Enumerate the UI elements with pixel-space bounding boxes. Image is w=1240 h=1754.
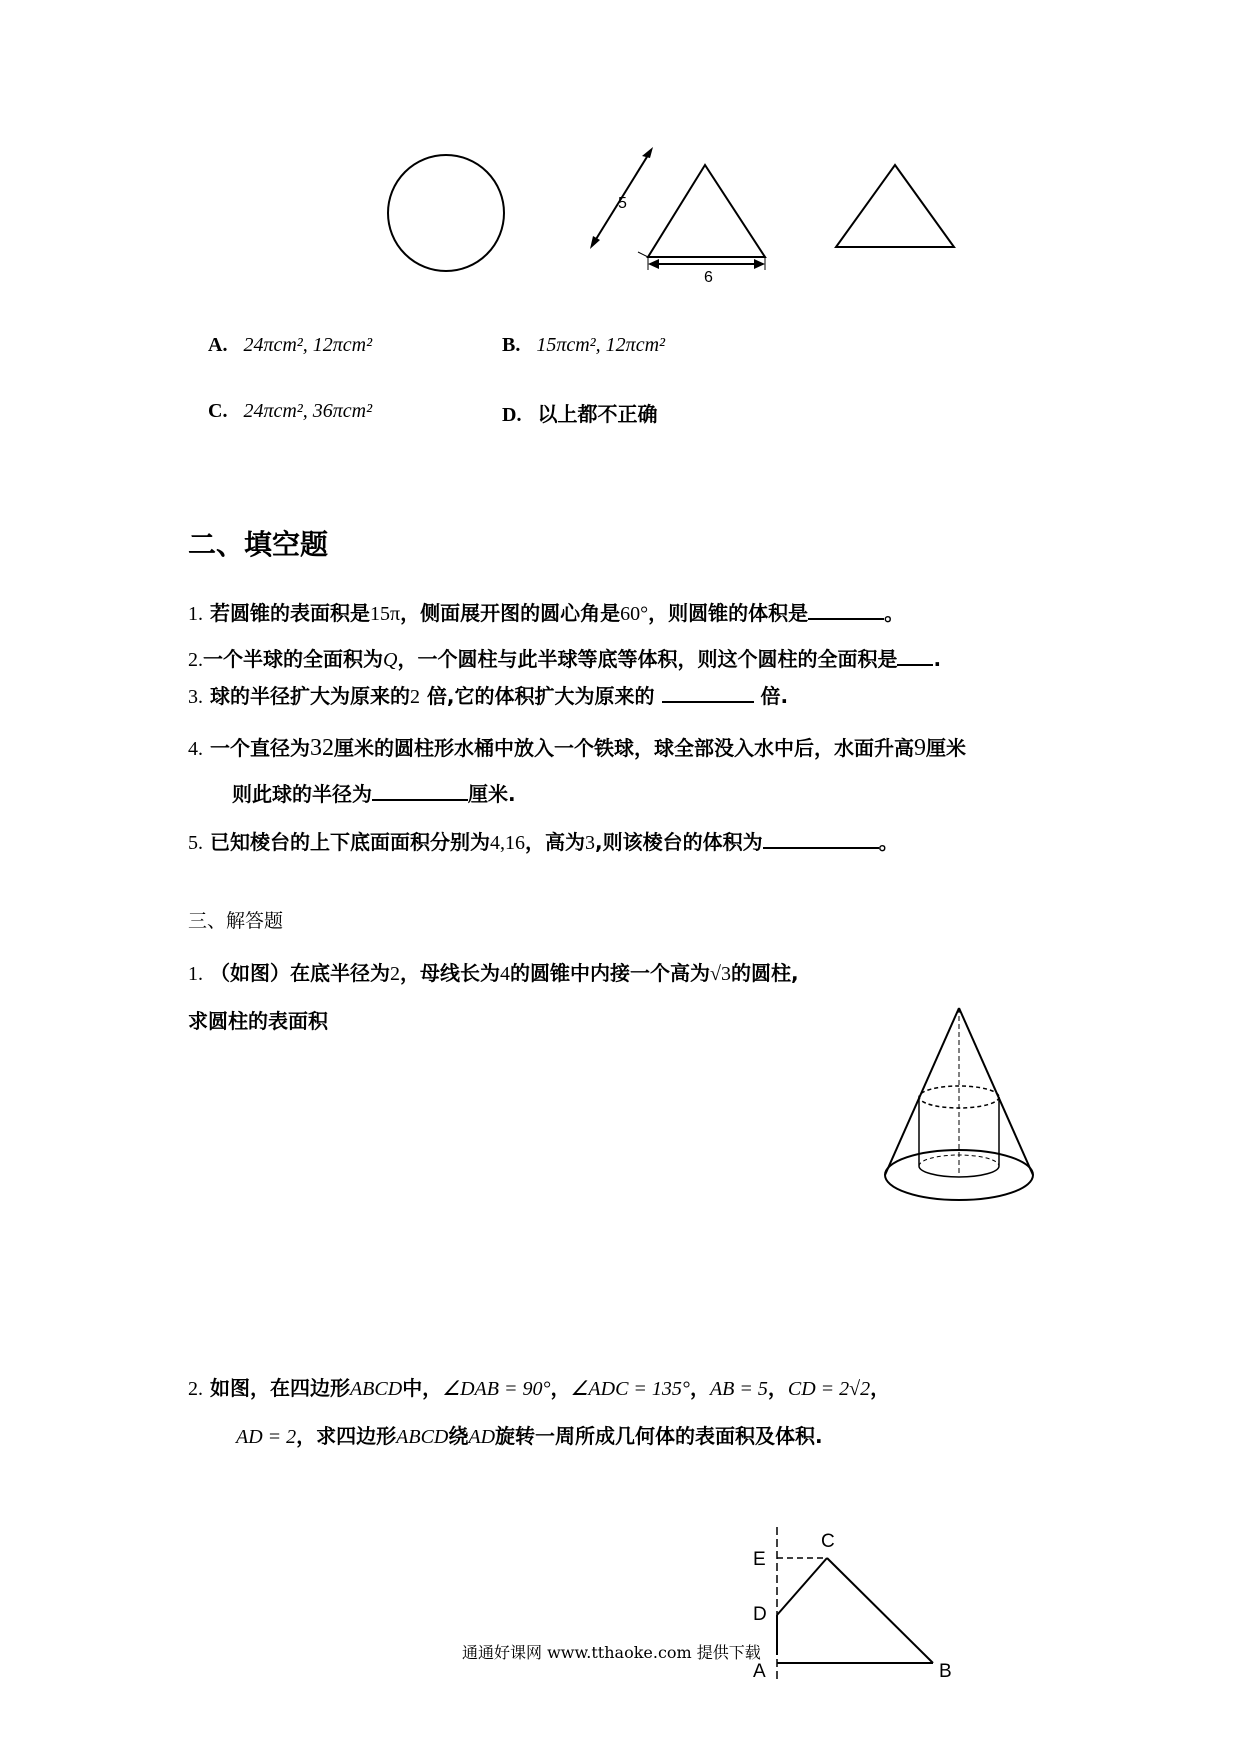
label-c: C [821,1531,835,1552]
label-b: B [939,1661,952,1682]
solve-question-1-line2: 求圆柱的表面积 [188,1009,328,1033]
option-d [502,398,657,427]
option-a [208,332,372,357]
three-view-figures [380,140,980,290]
option-c [208,398,372,423]
option-c-text: 24πcm², 36πcm² [243,400,373,422]
front-view-triangle [648,165,765,257]
option-b-letter: B. [502,334,521,356]
option-d-letter: D. [502,404,522,426]
option-c-letter: C. [208,400,228,422]
label-e: E [753,1549,766,1570]
quadrilateral-figure [745,1525,975,1685]
answer-blank [808,600,884,620]
label-d: D [753,1604,767,1625]
fill-question-5: 5. 已知棱台的上下底面面积分别为4,16，高为3,则该棱台的体积为 。 [188,830,899,854]
footer-source: 通通好课网 www.tthaoke.com 提供下载 [462,1643,761,1662]
top-view-circle [388,155,504,271]
option-d-text: 以上都不正确 [537,402,658,426]
solve-question-1: 1. （如图）在底半径为2，母线长为4的圆锥中内接一个高为√3的圆柱, [188,961,799,985]
fill-question-2: 2.一个半球的全面积为Q，一个圆柱与此半球等底等体积，则这个圆柱的全面积是 . [188,647,942,671]
cone-cylinder-figure [880,1005,1040,1205]
option-b-text: 15πcm², 12πcm² [536,334,666,356]
answer-blank [372,781,468,801]
section3-title: 三、解答题 [188,910,284,932]
answer-blank [897,646,933,666]
answer-blank [662,683,754,703]
fill-question-3: 3. 球的半径扩大为原来的2 倍,它的体积扩大为原来的 倍. [188,684,789,708]
option-b [502,332,665,357]
section2-title: 二、填空题 [188,528,329,561]
base-length-label: 6 [704,269,713,286]
option-a-text: 24πcm², 12πcm² [243,334,373,356]
solve-question-2-line2: AD = 2，求四边形ABCD绕AD旋转一周所成几何体的表面积及体积. [236,1424,823,1448]
option-a-letter: A. [208,334,228,356]
fill-question-1: 1. 若圆锥的表面积是15π，侧面展开图的圆心角是60°，则圆锥的体积是 。 [188,601,905,625]
answer-blank [763,829,879,849]
solve-question-2: 2. 如图，在四边形ABCD中，∠DAB = 90°，∠ADC = 135°，AB = 5，CD = 2√2， [188,1376,891,1400]
fill-question-4: 4. 一个直径为32厘米的圆柱形水桶中放入一个铁球，球全部没入水中后，水面升高9厘米 [188,735,966,761]
side-length-label: 5 [618,195,627,212]
label-a: A [753,1661,766,1682]
fill-question-4-line2: 则此球的半径为 厘米. [232,782,516,806]
side-view-triangle [836,165,954,247]
